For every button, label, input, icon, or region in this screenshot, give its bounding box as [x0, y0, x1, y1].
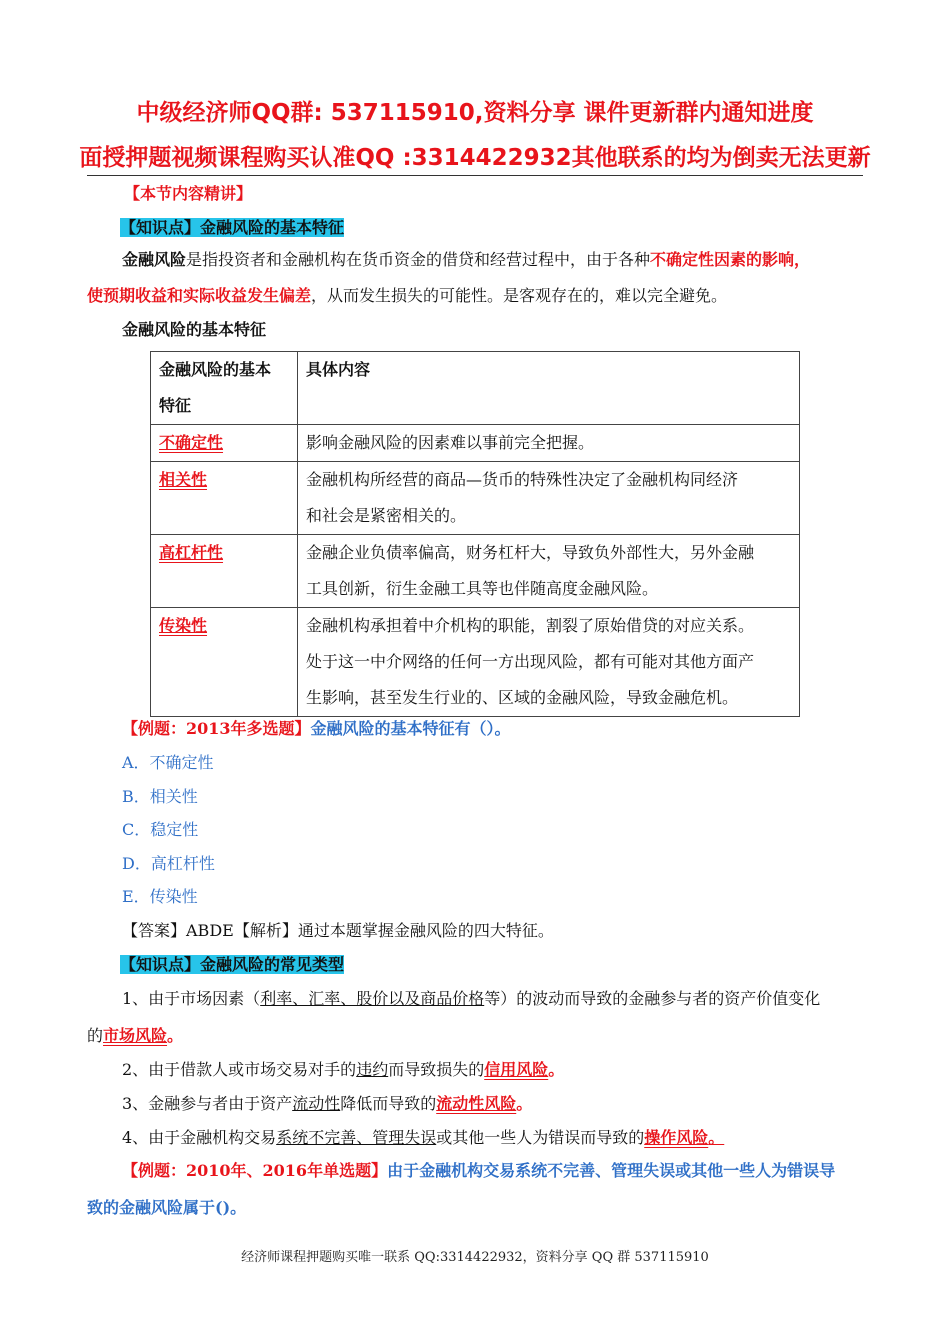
item1-pre: 1、由于市场因素（: [122, 989, 261, 1008]
def-red1: 不确定性因素的影响，: [650, 250, 811, 269]
item3-pre: 3、金融参与者由于资产: [122, 1094, 293, 1113]
feature-name: 传染性: [159, 616, 208, 635]
kp1-title: [120, 210, 344, 246]
option-e: E．传染性: [122, 887, 198, 906]
table-row: [151, 608, 800, 717]
kp1-title-text: 【知识点】金融风险的基本特征: [120, 218, 345, 237]
item1-post: 等）的波动而导致的金融参与者的资产价值变化: [484, 989, 821, 1008]
header-feature-line2: 特征: [159, 396, 192, 415]
kp2-item3: [122, 1086, 532, 1122]
page-footer: 经济师课程押题购买唯一联系 QQ:3314422932，资料分享 QQ 群 537115910: [241, 1250, 709, 1265]
item2-red-term: 信用风险: [484, 1060, 549, 1079]
item2-underlined: 违约: [356, 1060, 389, 1079]
example2-question1: 由于金融机构交易系统不完善、管理失误或其他一些人为错误导: [387, 1161, 836, 1180]
def-text2: ，从而发生损失的可能性。是客观存在的，难以完全避免。: [311, 286, 728, 305]
kp2-item1-line1: [122, 981, 820, 1017]
option-a: A．不确定性: [122, 753, 214, 772]
kp2-item4: [122, 1120, 724, 1156]
feature-name: 相关性: [159, 470, 208, 489]
feature-name: 不确定性: [159, 433, 224, 452]
feature-desc-line: 金融机构所经营的商品—货币的特殊性决定了金融机构同经济: [306, 470, 739, 489]
item2-post: 而导致损失的: [388, 1060, 485, 1079]
feature-desc-line: 金融企业负债率偏高，财务杠杆大，导致负外部性大，另外金融: [306, 543, 755, 562]
example2-line2: 致的金融风险属于()。: [87, 1198, 247, 1217]
header-cell-content: 具体内容: [298, 352, 800, 425]
feature-desc-line: 工具创新，衍生金融工具等也伴随高度金融风险。: [306, 579, 659, 598]
kp2-item1-line2: [87, 1018, 183, 1054]
example2-tag: 【例题：2010年、2016年单选题】: [122, 1161, 388, 1180]
header-cell-feature: [151, 352, 298, 425]
item4-underlined: 系统不完善、管理失误: [276, 1128, 437, 1147]
table-row: [151, 462, 800, 535]
kp2-title: [120, 947, 344, 983]
feature-name: 高杠杆性: [159, 543, 224, 562]
item1-end: 。: [167, 1026, 184, 1045]
example2-line1: [122, 1153, 835, 1189]
feature-desc-line: 生影响，甚至发生行业的、区域的金融风险，导致金融危机。: [306, 688, 739, 707]
item1-red-term: 市场风险: [103, 1026, 168, 1045]
banner-line-1: 中级经济师QQ群: 537115910,资料分享 课件更新群内通知进度: [136, 100, 814, 126]
example1-question: [122, 711, 511, 747]
header-feature-line1: 金融风险的基本: [159, 360, 272, 379]
item3-underlined: 流动性: [292, 1094, 341, 1113]
table-header-row: [151, 352, 800, 425]
item3-red-term: 流动性风险: [436, 1094, 517, 1113]
def-red2: 使预期收益和实际收益发生偏差: [87, 286, 312, 305]
banner-line-2: 面授押题视频课程购买认准QQ :3314422932其他联系的均为倒卖无法更新: [79, 145, 871, 171]
def-term: 金融风险: [122, 250, 187, 269]
section-title: 【本节内容精讲】: [124, 184, 253, 203]
kp1-definition-line1: [122, 242, 810, 278]
item3-post: 降低而导致的: [340, 1094, 437, 1113]
item4-pre: 4、由于金融机构交易: [122, 1128, 277, 1147]
example1-answer: 【答案】ABDE【解析】通过本题掌握金融风险的四大特征。: [122, 921, 554, 940]
item1-underlined: 利率、汇率、股价以及商品价格: [260, 989, 485, 1008]
kp2-title-text: 【知识点】金融风险的常见类型: [120, 955, 345, 974]
option-b: B．相关性: [122, 787, 198, 806]
kp1-definition-line2: [87, 278, 727, 314]
option-c: C．稳定性: [122, 820, 199, 839]
item2-pre: 2、由于借款人或市场交易对手的: [122, 1060, 357, 1079]
item4-end: 。: [708, 1128, 725, 1147]
features-table: [150, 351, 800, 717]
item2-end: 。: [548, 1060, 565, 1079]
table-row: [151, 425, 800, 462]
example1-tag: 【例题：2013年多选题】: [122, 719, 311, 738]
item1-line2-pre: 的: [87, 1026, 104, 1045]
feature-desc-line: 影响金融风险的因素难以事前完全把握。: [306, 433, 595, 452]
def-text1: 是指投资者和金融机构在货币资金的借贷和经营过程中，由于各种: [186, 250, 651, 269]
table-row: [151, 535, 800, 608]
feature-desc-line: 和社会是紧密相关的。: [306, 506, 467, 525]
feature-desc-line: 金融机构承担着中介机构的职能，割裂了原始借贷的对应关系。: [306, 616, 755, 635]
example1-question-text: 金融风险的基本特征有（）。: [310, 719, 511, 738]
item4-red-term: 操作风险: [644, 1128, 709, 1147]
feature-desc-line: 处于这一中介网络的任何一方出现风险，都有可能对其他方面产: [306, 652, 755, 671]
kp1-subheading: 金融风险的基本特征: [122, 320, 267, 339]
item4-post: 或其他一些人为错误而导致的: [436, 1128, 645, 1147]
kp2-item2: [122, 1052, 564, 1088]
item3-end: 。: [516, 1094, 533, 1113]
option-d: D．高杠杆性: [122, 854, 215, 873]
